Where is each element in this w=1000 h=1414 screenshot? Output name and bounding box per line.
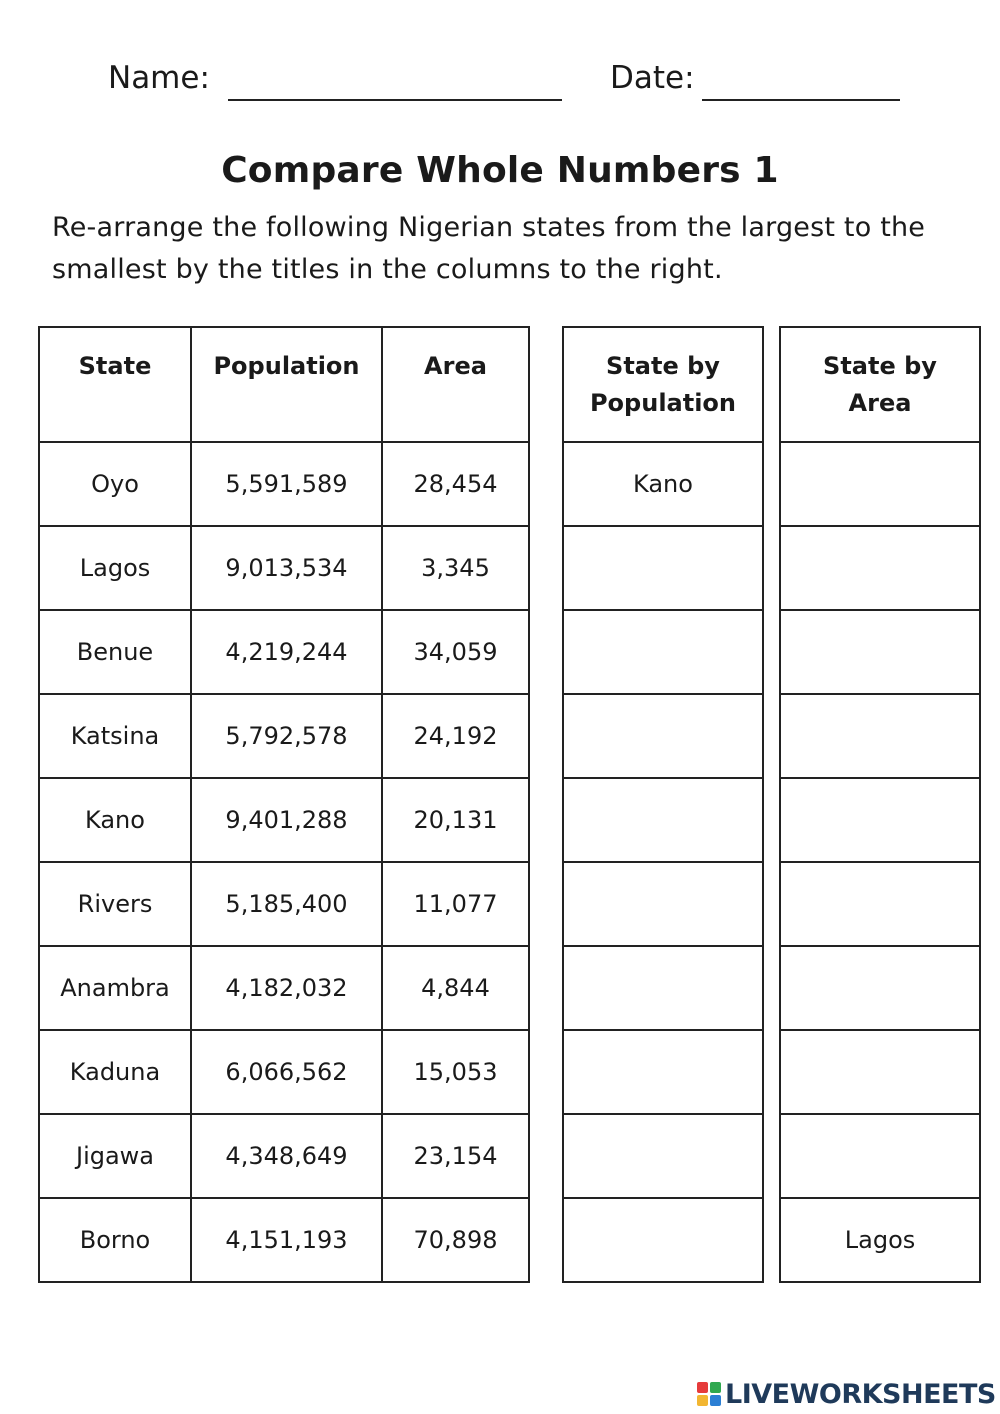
- population-cell: 5,792,578: [191, 694, 382, 778]
- state-cell: Kano: [39, 778, 191, 862]
- area-answer-cell[interactable]: [780, 862, 980, 946]
- table-row: [39, 946, 529, 1030]
- name-label: Name:: [108, 60, 210, 96]
- header-population: Population: [191, 327, 382, 442]
- table-row: [780, 442, 980, 526]
- population-answer-cell[interactable]: [563, 526, 763, 610]
- header-line: Population: [589, 389, 737, 417]
- area-answer-cell[interactable]: [780, 442, 980, 526]
- logo-text: LIVEWORKSHEETS: [725, 1378, 996, 1410]
- area-cell: 34,059: [382, 610, 529, 694]
- table-row: [780, 946, 980, 1030]
- header-state-by-area: [780, 327, 980, 442]
- state-cell: Katsina: [39, 694, 191, 778]
- table-row: [39, 442, 529, 526]
- table-header-row: [39, 327, 529, 442]
- population-answer-cell[interactable]: Kano: [563, 442, 763, 526]
- table-row: [563, 1030, 763, 1114]
- population-cell: 4,151,193: [191, 1198, 382, 1282]
- header-area: Area: [382, 327, 529, 442]
- logo-square: [710, 1382, 721, 1393]
- population-cell: 5,591,589: [191, 442, 382, 526]
- table-row: [39, 610, 529, 694]
- area-answer-cell[interactable]: [780, 694, 980, 778]
- state-data-table: [38, 326, 530, 1283]
- area-answer-cell[interactable]: [780, 1114, 980, 1198]
- population-answer-cell[interactable]: [563, 1114, 763, 1198]
- area-answer-cell[interactable]: Lagos: [780, 1198, 980, 1282]
- state-cell: Oyo: [39, 442, 191, 526]
- area-cell: 70,898: [382, 1198, 529, 1282]
- table-row: [563, 946, 763, 1030]
- liveworksheets-logo: [697, 1378, 996, 1410]
- logo-square: [710, 1395, 721, 1406]
- state-by-area-table: [779, 326, 981, 1283]
- area-cell: 20,131: [382, 778, 529, 862]
- population-cell: 4,219,244: [191, 610, 382, 694]
- area-answer-cell[interactable]: [780, 1030, 980, 1114]
- population-answer-cell[interactable]: [563, 862, 763, 946]
- state-cell: Borno: [39, 1198, 191, 1282]
- table-row: [780, 1198, 980, 1282]
- population-cell: 4,182,032: [191, 946, 382, 1030]
- date-field[interactable]: [702, 99, 900, 101]
- area-cell: 4,844: [382, 946, 529, 1030]
- state-cell: Rivers: [39, 862, 191, 946]
- table-row: [563, 862, 763, 946]
- header-state: State: [39, 327, 191, 442]
- population-answer-cell[interactable]: [563, 694, 763, 778]
- state-by-population-table: [562, 326, 764, 1283]
- area-answer-cell[interactable]: [780, 526, 980, 610]
- state-cell: Jigawa: [39, 1114, 191, 1198]
- table-row: [39, 1030, 529, 1114]
- header-line: State by: [606, 352, 720, 380]
- table-row: [780, 778, 980, 862]
- area-cell: 11,077: [382, 862, 529, 946]
- logo-squares-icon: [697, 1382, 721, 1406]
- area-cell: 28,454: [382, 442, 529, 526]
- area-cell: 15,053: [382, 1030, 529, 1114]
- area-answer-cell[interactable]: [780, 946, 980, 1030]
- table-row: [563, 1198, 763, 1282]
- population-cell: 4,348,649: [191, 1114, 382, 1198]
- population-answer-cell[interactable]: [563, 1030, 763, 1114]
- date-label: Date:: [610, 60, 695, 96]
- population-answer-cell[interactable]: [563, 778, 763, 862]
- state-cell: Benue: [39, 610, 191, 694]
- table-row: [39, 778, 529, 862]
- area-cell: 23,154: [382, 1114, 529, 1198]
- table-row: [780, 1114, 980, 1198]
- population-answer-cell[interactable]: [563, 610, 763, 694]
- table-row: [780, 526, 980, 610]
- table-row: [780, 1030, 980, 1114]
- table-row: [563, 694, 763, 778]
- table-row: [780, 694, 980, 778]
- state-cell: Anambra: [39, 946, 191, 1030]
- table-row: [563, 778, 763, 862]
- area-answer-cell[interactable]: [780, 778, 980, 862]
- logo-square: [697, 1395, 708, 1406]
- table-header-row: [563, 327, 763, 442]
- header-line: State by: [823, 352, 937, 380]
- state-cell: Lagos: [39, 526, 191, 610]
- table-row: [563, 442, 763, 526]
- table-header-row: [780, 327, 980, 442]
- table-row: [563, 526, 763, 610]
- page-title: Compare Whole Numbers 1: [221, 150, 779, 191]
- area-answer-cell[interactable]: [780, 610, 980, 694]
- population-answer-cell[interactable]: [563, 1198, 763, 1282]
- header-line: Area: [848, 389, 912, 417]
- table-row: [780, 862, 980, 946]
- instructions: Re-arrange the following Nigerian states from the largest to the smallest by the titles in the columns to the right.: [52, 212, 926, 285]
- population-cell: 6,066,562: [191, 1030, 382, 1114]
- population-cell: 9,013,534: [191, 526, 382, 610]
- area-cell: 24,192: [382, 694, 529, 778]
- table-row: [39, 862, 529, 946]
- table-row: [39, 1198, 529, 1282]
- population-answer-cell[interactable]: [563, 946, 763, 1030]
- population-cell: 5,185,400: [191, 862, 382, 946]
- logo-square: [697, 1382, 708, 1393]
- table-row: [39, 526, 529, 610]
- state-cell: Kaduna: [39, 1030, 191, 1114]
- table-row: [39, 694, 529, 778]
- name-field[interactable]: [228, 99, 562, 101]
- population-cell: 9,401,288: [191, 778, 382, 862]
- table-row: [39, 1114, 529, 1198]
- table-row: [780, 610, 980, 694]
- area-cell: 3,345: [382, 526, 529, 610]
- table-row: [563, 610, 763, 694]
- header-state-by-population: [563, 327, 763, 442]
- table-row: [563, 1114, 763, 1198]
